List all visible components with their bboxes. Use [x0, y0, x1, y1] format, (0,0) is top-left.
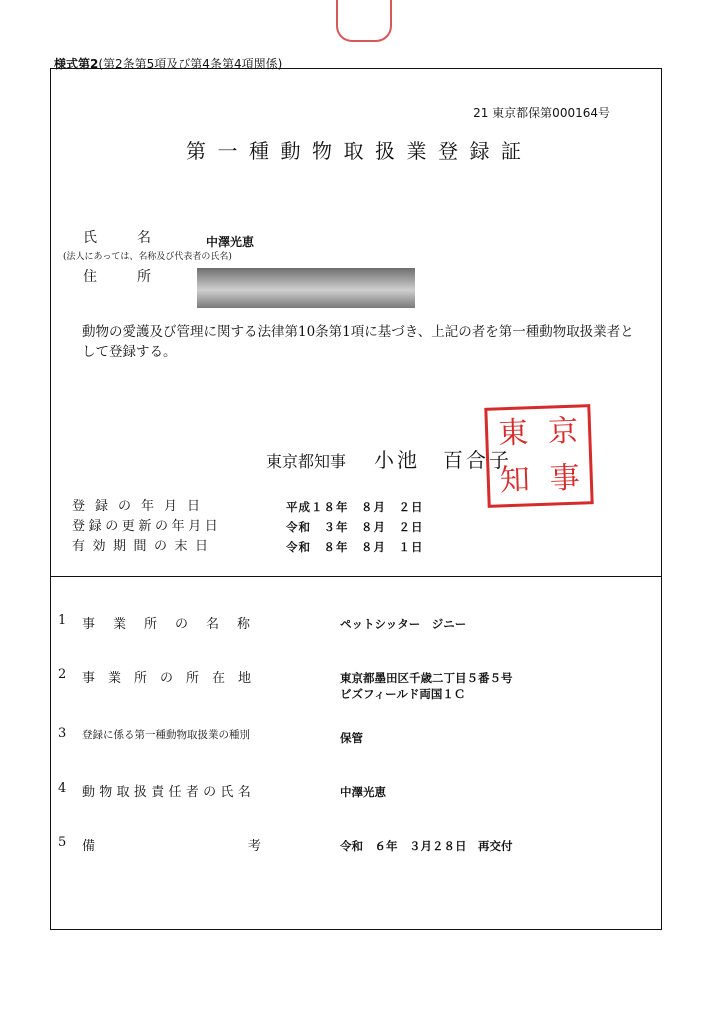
form-label-rest: (第2条第5項及び第4条第4項関係) [98, 57, 283, 71]
date-label-expiry: 有効期間の末日 [72, 539, 216, 554]
date-label-registration: 登録の年月日 [72, 499, 211, 514]
section-divider [50, 576, 662, 577]
item-label-remarks-b: 考 [248, 839, 268, 854]
governor-name: 小池 百合子 [374, 448, 512, 472]
item-number: 3 [58, 726, 67, 741]
registration-number: 21 東京都保第000164号 [473, 106, 610, 120]
seal-char: 京 [547, 413, 579, 450]
top-seal-stamp [336, 0, 392, 42]
date-label-renewal: 登録の更新の年月日 [72, 519, 222, 534]
name-label: 氏 名 [83, 230, 155, 246]
item-value-manager-name: 中澤光恵 [340, 785, 386, 799]
address-label: 住 所 [83, 269, 155, 285]
item-value-business-name: ペットシッター ジニー [340, 617, 467, 631]
item-value-address-line2: ビズフィールド両国１Ｃ [340, 687, 466, 701]
date-value-registration: 平成１８年 ８月 ２日 [286, 500, 424, 514]
item-label-business-address: 事業所の所在地 [82, 671, 265, 686]
item-number: 5 [58, 835, 67, 850]
registration-statement: 動物の愛護及び管理に関する法律第10条第1項に基づき、上記の者を第一種動物取扱業者として登録する。 [82, 324, 634, 360]
item-label-remarks-a: 備 [82, 839, 102, 854]
form-label-bold: 様式第2 [54, 57, 99, 71]
certificate-title: 第一種動物取扱業登録証 [186, 139, 533, 163]
item-value-address-line1: 東京都墨田区千歳二丁目５番５号 [340, 671, 513, 685]
item-value-business-type: 保管 [340, 731, 363, 745]
item-label-manager-name: 動物取扱責任者の氏名 [82, 785, 256, 800]
seal-char: 東 [497, 414, 529, 451]
item-number: 2 [58, 667, 67, 682]
item-number: 1 [58, 613, 67, 628]
name-note: (法人にあっては、名称及び代表者の氏名) [63, 252, 232, 262]
name-value: 中澤光恵 [206, 235, 255, 249]
date-value-expiry: 令和 ８年 ８月 １日 [286, 540, 424, 554]
item-label-business-type: 登録に係る第一種動物取扱業の種別 [82, 729, 250, 741]
item-number: 4 [58, 781, 67, 796]
item-value-remarks: 令和 ６年 ３月２８日 再交付 [340, 839, 513, 853]
date-value-renewal: 令和 ３年 ８月 ２日 [286, 520, 424, 534]
seal-char: 事 [549, 460, 581, 497]
governor-title: 東京都知事 [266, 452, 347, 471]
seal-char: 知 [499, 461, 531, 498]
address-redaction [197, 268, 415, 308]
item-label-business-name: 事業所の名称 [82, 617, 269, 632]
